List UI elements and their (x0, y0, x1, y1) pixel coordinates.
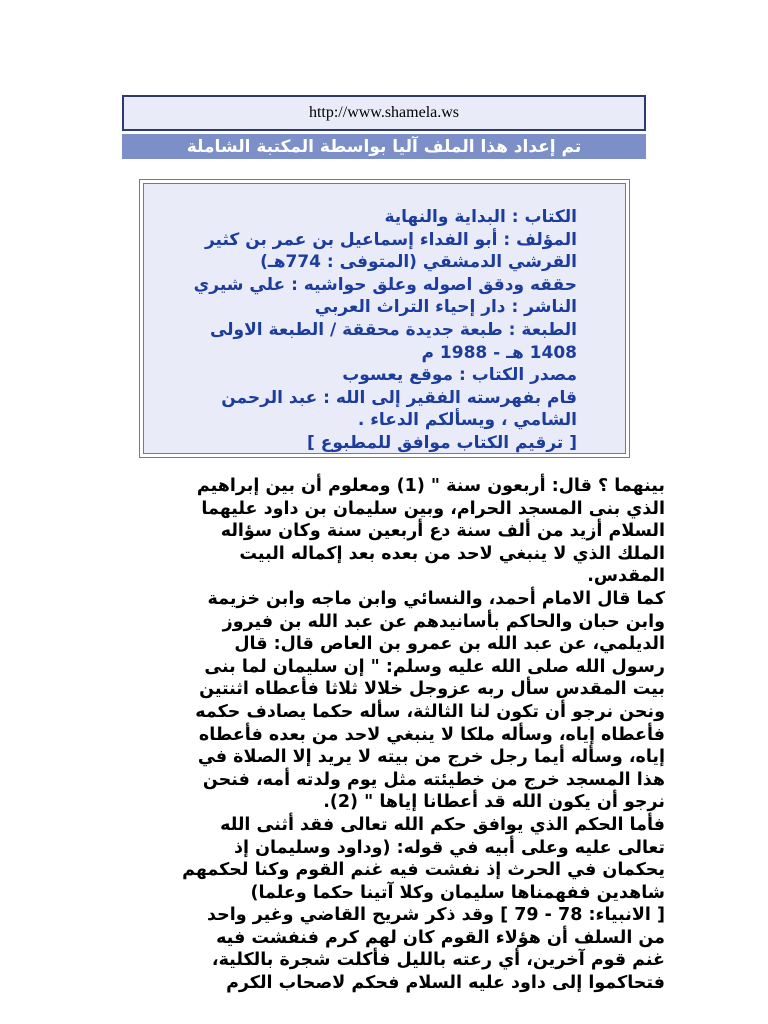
book-info-line: القرشي الدمشقي (المتوفى : 774هـ) (260, 252, 577, 273)
body-line: الذي بنى المسجد الحرام، وبين سليمان بن داود عليهما (201, 498, 665, 519)
body-line: الملك الذي لا ينبغي لاحد من بعده بعد إكماله البيت (239, 543, 665, 564)
body-line: رسول الله صلى الله عليه وسلم: " إن سليمان لما بنى (204, 656, 665, 677)
book-info-content (143, 183, 626, 454)
book-info-line: حققه ودقق اصوله وعلق حواشيه : علي شيري (193, 274, 577, 295)
body-line: هذا المسجد خرج من خطيئته مثل يوم ولدته أمه، فنحن (202, 769, 665, 790)
body-line: فتحاكموا إلى داود عليه السلام فحكم لاصحاب الكرم (226, 973, 665, 994)
body-line: بينهما ؟ قال: أربعون سنة " (1) ومعلوم أن بين إبراهيم (196, 476, 665, 496)
body-line: فأعطاه إياه، وسأله ملكا لا ينبغي لاحد من بعده فأعطاه (198, 724, 665, 745)
body-line: [ الانبياء: 78 - 79 ] وقد ذكر شريح القاضي وغير واحد (207, 905, 665, 926)
body-text (126, 475, 665, 995)
body-line: بيت المقدس سأل ربه عزوجل خلالا ثلاثا فأعطاه اثنتين (199, 679, 665, 700)
book-info-line: 1408 هـ - 1988 م (421, 342, 577, 363)
book-info-line: الطبعة : طبعة جديدة محققة / الطبعة الاولى (209, 319, 577, 340)
shamela-banner (122, 134, 646, 159)
banner-text: تم إعداد هذا الملف آليا بواسطة المكتبة الشاملة (186, 136, 582, 157)
book-info-line: المؤلف : أبو الفداء إسماعيل بن عمر بن كثير (204, 229, 577, 250)
body-line: وابن حبان والحاكم بأسانيدهم عن عبد الله بن فيروز (222, 611, 665, 632)
body-line: فأما الحكم الذي يوافق حكم الله تعالى فقد أثنى الله (220, 814, 665, 835)
book-info-line: الكتاب : البداية والنهاية (384, 207, 577, 227)
book-info-line: مصدر الكتاب : موقع يعسوب (342, 365, 577, 386)
body-line: شاهدين ففهمناها سليمان وكلا آتينا حكما وعلما) (250, 882, 665, 903)
book-info-box (139, 179, 630, 458)
body-line: نرجو أن يكون الله قد أعطانا إياها " (2). (323, 792, 665, 813)
body-line: الديلمي، عن عبد الله بن عمرو بن العاص قال: قال (234, 634, 665, 655)
body-line: ونحن نرجو أن تكون لنا الثالثة، سأله حكما يصادف حكمه (195, 701, 665, 722)
url-box (122, 95, 646, 131)
body-line: غنم قوم آخرين، أي رعته بالليل فأكلت شجرة بالكلية، (211, 950, 665, 971)
body-line: المقدس. (587, 566, 665, 587)
book-info-line: الناشر : دار إحياء التراث العربي (314, 297, 577, 318)
body-line: السلام أزيد من ألف سنة دع أربعين سنة وكان سؤاله (220, 521, 665, 542)
body-line: كما قال الامام أحمد، والنسائي وابن ماجه وابن خزيمة (207, 588, 665, 609)
body-line: يحكمان في الحرث إذ نفشت فيه غنم القوم وكنا لحكمهم (182, 860, 665, 881)
body-line: إياه، وسأله أيما رجل خرج من بيته لا يريد إلا الصلاة في (197, 747, 665, 768)
body-line: تعالى عليه وعلى أبيه في قوله: (وداود وسليمان إذ (234, 837, 665, 858)
book-info-line: قام بفهرسته الفقير إلى الله : عبد الرحمن (221, 387, 577, 408)
book-info-line: [ ترقيم الكتاب موافق للمطبوع ] (307, 432, 577, 453)
body-line: من السلف أن هؤلاء القوم كان لهم كرم فنفشت فيه (216, 927, 665, 948)
book-info-line: الشامي ، ويسألكم الدعاء . (357, 410, 577, 431)
url-text: http://www.shamela.ws (308, 104, 460, 121)
